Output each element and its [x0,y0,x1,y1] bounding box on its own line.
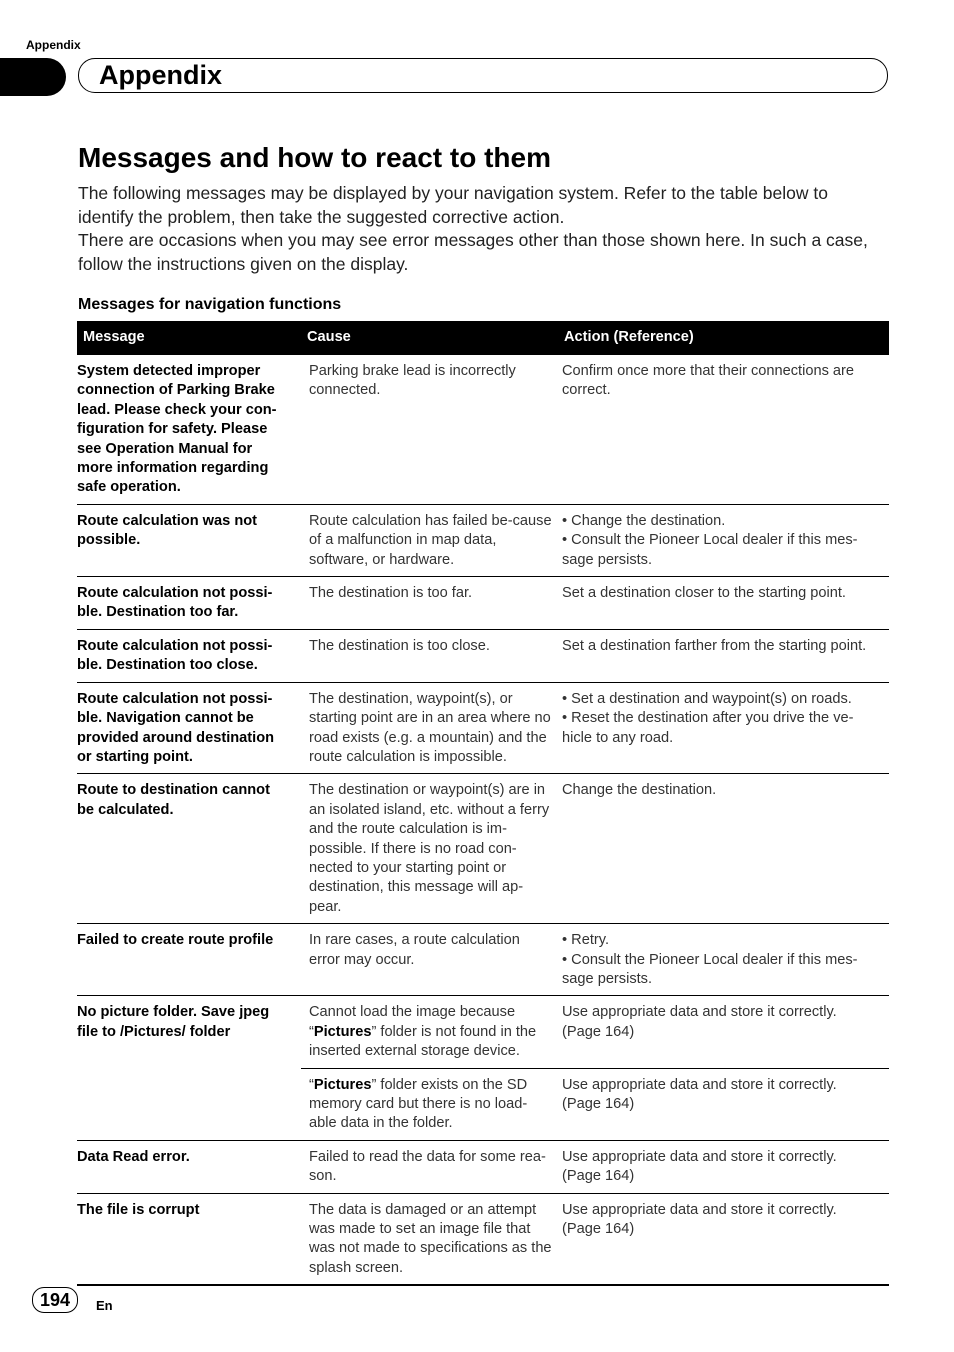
action-cell [558,504,889,576]
table-row [77,996,889,1068]
cause-text: ” folder exists on the SD memory card but there is no load-able data in the folder. [309,1076,528,1132]
action-line: • Consult the Pioneer Local dealer if this mes-sage persists. [562,951,858,987]
section-title: Appendix [99,60,223,90]
cause-cell: The destination is too far. [301,577,558,630]
action-cell [558,629,889,682]
cause-cell [301,996,558,1068]
table-row [77,1193,889,1285]
action-line: Change the destination. [562,782,717,799]
action-line: (Page 164) [562,1221,635,1238]
cause-cell: The data is damaged or an attempt was made to set an image file that was not made to specifications as the splash screen. [301,1193,558,1285]
action-line: Use appropriate data and store it correctly. [562,1148,837,1165]
table-row [77,577,889,630]
cause-folder-name: Pictures [313,1023,372,1040]
table-row [77,504,889,576]
action-line: Set a destination closer to the starting point. [562,585,846,602]
message-cell: Route calculation not possi-ble. Destination too close. [77,629,301,682]
cause-cell: Failed to read the data for some rea-son. [301,1140,558,1193]
section-band [78,58,888,93]
cause-cell: Route calculation has failed be-cause of a malfunction in map data, software, or hardware. [301,504,558,576]
action-line: • Reset the destination after you drive the ve-hicle to any road. [562,710,854,746]
action-cell [558,577,889,630]
cause-text: Cannot load the image because “ [309,1004,516,1040]
action-cell [558,1068,889,1140]
table-subheading: Messages for navigation functions [78,296,342,313]
messages-table [77,321,889,1286]
cause-cell: Parking brake lead is incorrectly connected. [301,355,558,504]
action-line: (Page 164) [562,1168,635,1185]
action-cell [558,1193,889,1285]
cause-text: “ [309,1076,314,1093]
message-cell: Route to destination cannot be calculated. [77,774,301,924]
cause-cell: The destination, waypoint(s), or starting point are in an area where no road exists (e.g. a mountain) and the route calculation is impossible. [301,682,558,774]
action-cell [558,355,889,504]
running-head: Appendix [26,38,81,52]
action-cell [558,682,889,774]
column-header-cause: Cause [301,321,558,355]
page-number: 194 [32,1287,78,1313]
table-row [77,924,889,996]
message-cell: Route calculation not possi-ble. Navigation cannot be provided around destination or starting point. [77,682,301,774]
action-cell [558,1140,889,1193]
table-row [77,355,889,504]
action-line: Use appropriate data and store it correctly. [562,1076,837,1093]
table-row [77,682,889,774]
section-tab-marker [0,58,66,96]
message-cell: Failed to create route profile [77,924,301,996]
action-line: Use appropriate data and store it correctly. [562,1201,837,1218]
column-header-action: Action (Reference) [558,321,889,355]
message-cell: Data Read error. [77,1140,301,1193]
action-line: • Retry. [562,932,610,949]
intro-text [78,182,888,276]
message-cell: System detected improper connection of Parking Brake lead. Please check your con-figuration for safety. Please see Operation Manual for more information regarding safe operation. [77,355,301,504]
action-line: (Page 164) [562,1096,635,1112]
cause-cell: The destination or waypoint(s) are in an isolated island, etc. without a ferry and the route calculation is im-possible. If there is no road con-nected to your starting point or destination, this message will ap-pear. [301,774,558,924]
cause-cell: The destination is too close. [301,629,558,682]
cause-cell [301,1068,558,1140]
action-line: Use appropriate data and store it correctly. [562,1004,837,1021]
message-cell: No picture folder. Save jpeg file to /Pictures/ folder [77,996,301,1140]
table-row [77,1140,889,1193]
cause-text: ” folder is not found in the inserted external storage device. [309,1023,537,1060]
message-cell: Route calculation not possi-ble. Destination too far. [77,577,301,630]
action-cell [558,996,889,1068]
action-line: Confirm once more that their connections are correct. [562,363,855,399]
page-title: Messages and how to react to them [78,142,551,173]
table-row [77,774,889,924]
table-row [77,629,889,682]
action-line: (Page 164) [562,1023,635,1040]
action-cell [558,774,889,924]
message-cell: The file is corrupt [77,1193,301,1285]
table-header-row [77,321,889,355]
action-line: • Set a destination and waypoint(s) on roads. [562,690,852,707]
action-line: Set a destination farther from the starting point. [562,637,867,654]
action-line: • Consult the Pioneer Local dealer if this mes-sage persists. [562,532,858,568]
column-header-message: Message [77,321,301,355]
language-code: En [96,1298,113,1313]
intro-paragraph-2: There are occasions when you may see error messages other than those shown here. In such a case, follow the instructions given on the display. [78,230,868,274]
cause-cell: In rare cases, a route calculation error may occur. [301,924,558,996]
intro-paragraph-1: The following messages may be displayed by your navigation system. Refer to the table below to identify the problem, then take the suggested corrective action. [78,183,828,227]
action-line: • Change the destination. [562,512,726,529]
cause-folder-name: Pictures [313,1076,372,1093]
action-cell [558,924,889,996]
message-cell: Route calculation was not possible. [77,504,301,576]
